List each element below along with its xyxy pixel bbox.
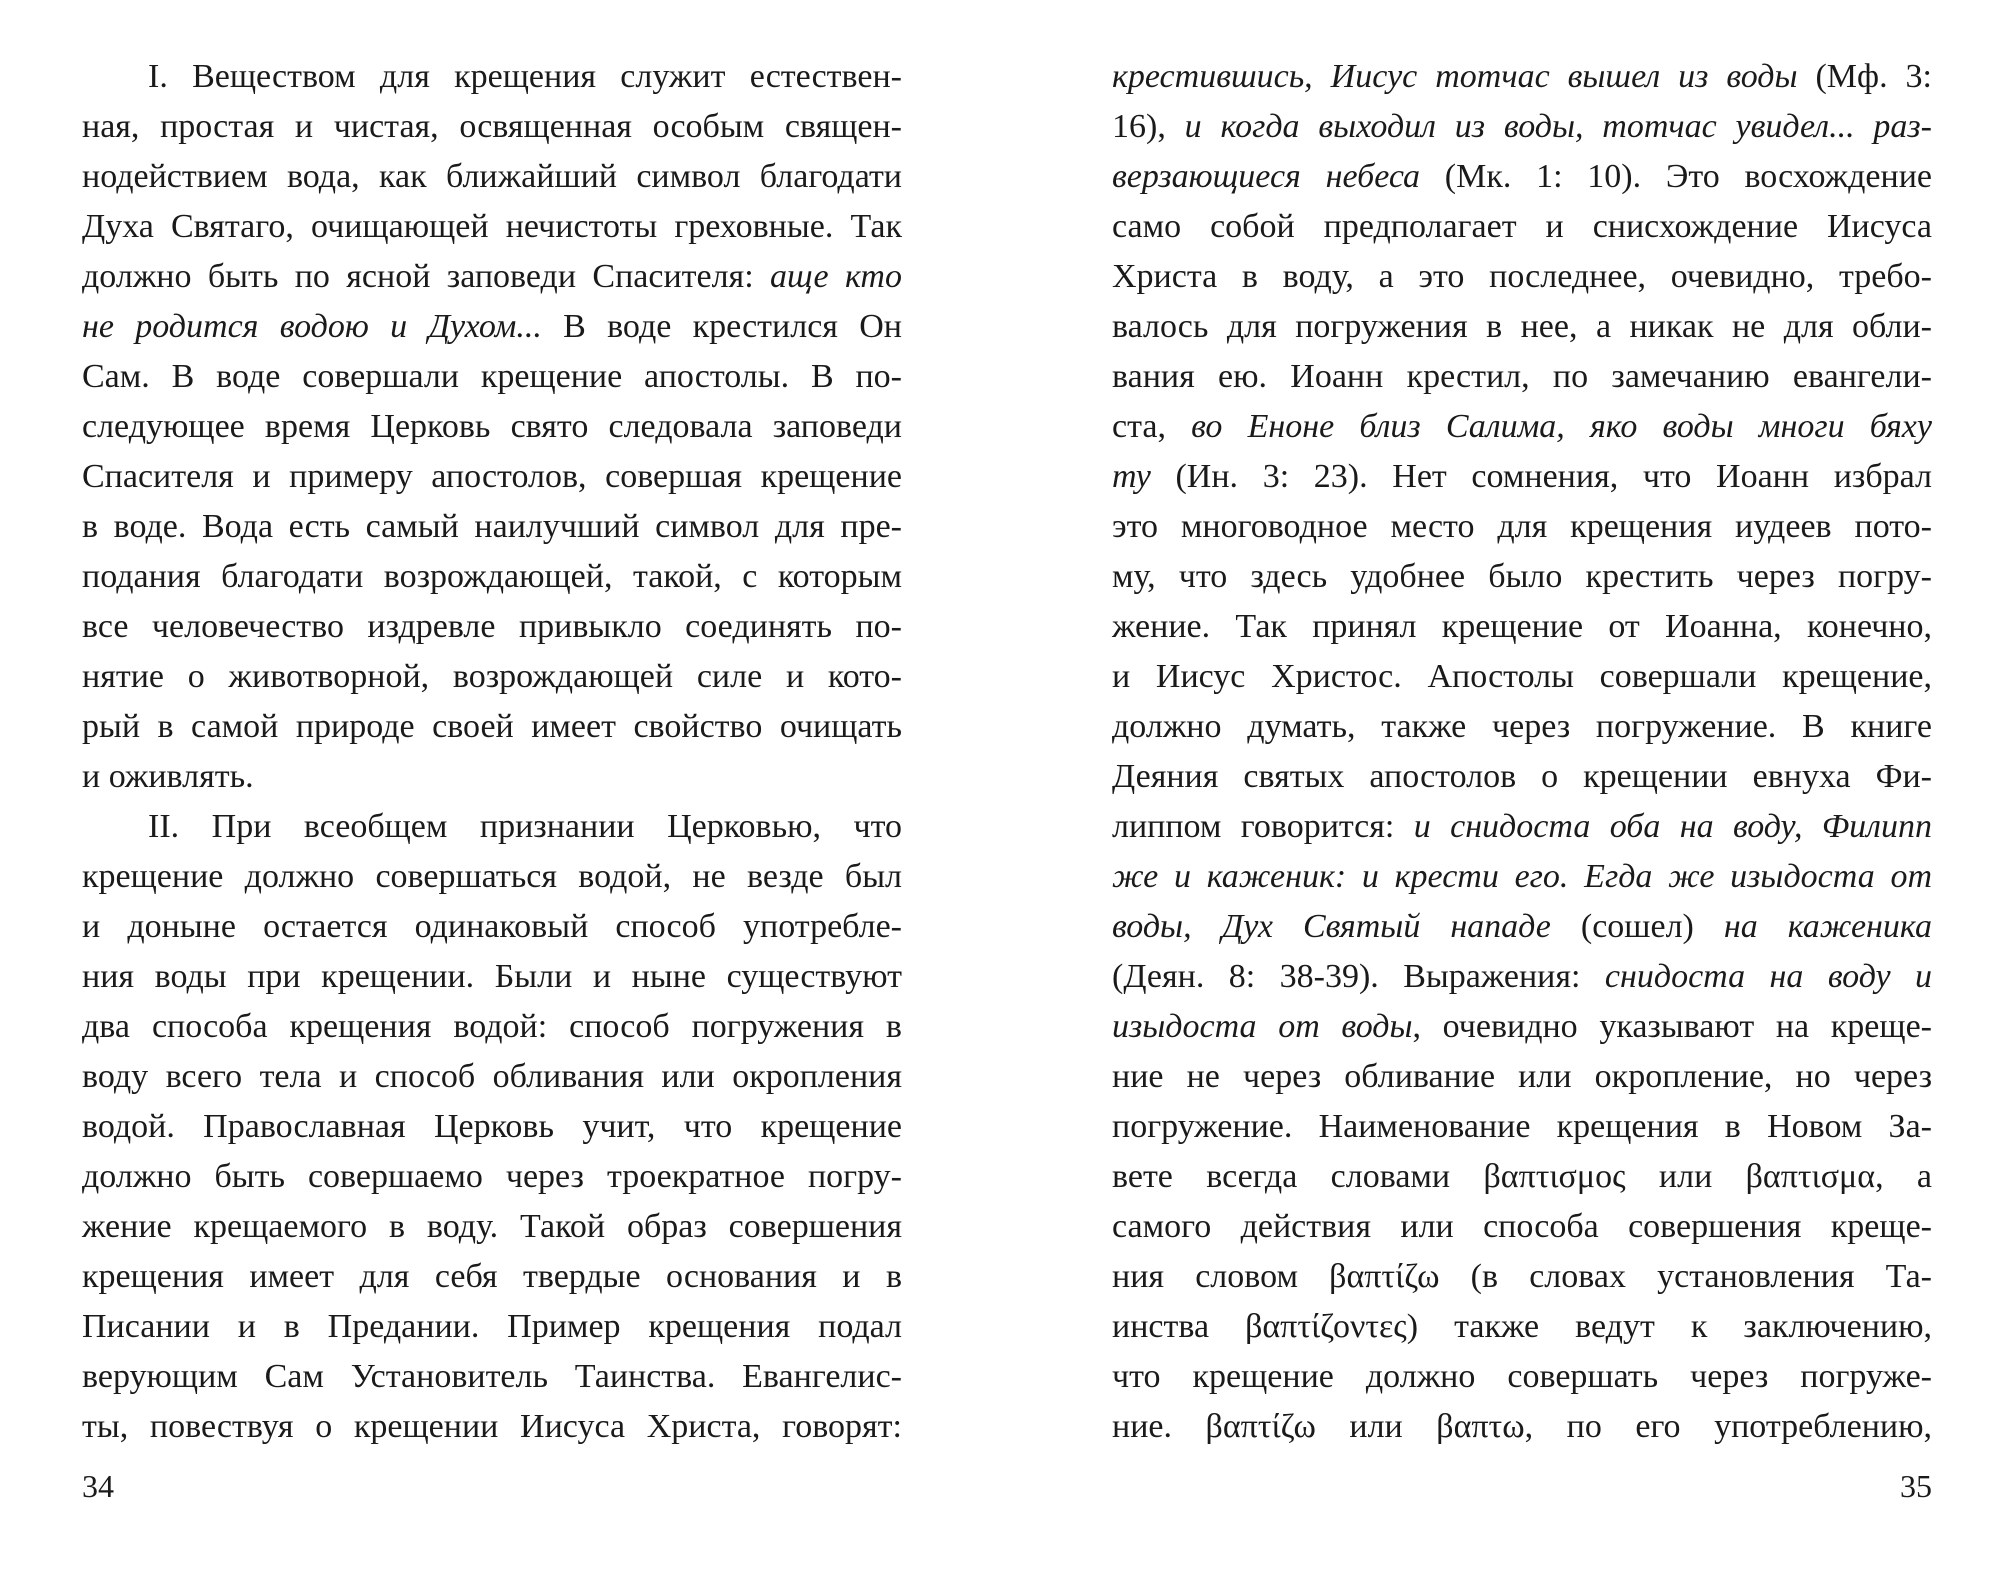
text-span: должно быть по ясной заповеди Спасителя: — [82, 258, 771, 295]
text-span: В воде крестился Он — [541, 308, 902, 345]
text-line: водой. Православная Церковь учит, что крещение — [82, 1108, 902, 1145]
text-line: верующим Сам Установитель Таинства. Евангелис- — [82, 1358, 902, 1395]
text-line: подания благодати возрождающей, такой, с которым — [82, 558, 902, 595]
text-span: (Мк. 1: 10). Это восхождение — [1420, 158, 1933, 195]
italic-quote: ту — [1112, 458, 1151, 495]
text-line: что крещение должно совершать через погруже- — [1112, 1358, 1932, 1395]
text-line: воду всего тела и способ обливания или окропления — [82, 1058, 902, 1095]
text-line — [82, 302, 902, 352]
italic-quote: и снидоста оба на воду, Филипп — [1413, 808, 1932, 845]
text-line: ние не через обливание или окропление, но через — [1112, 1058, 1932, 1095]
text-line — [82, 252, 902, 302]
text-span: ста, — [1112, 408, 1192, 445]
text-line: крещения имеет для себя твердые основания и в — [82, 1258, 902, 1295]
text-line: Деяния святых апостолов о крещении евнуха Фи- — [1112, 758, 1932, 795]
text-span: (сошел) — [1550, 908, 1724, 945]
text-line — [1112, 52, 1932, 102]
text-line: должно быть совершаемо через троекратное погру- — [82, 1158, 902, 1195]
text-line: ния воды при крещении. Были и ныне существуют — [82, 958, 902, 995]
text-line: ние. βαπτίζω или βαπτω, по его употреблению, — [1112, 1408, 1932, 1445]
text-span: (Мф. 3: — [1797, 58, 1932, 95]
page-number: 35 — [1900, 1468, 1932, 1504]
text-line: жение. Так принял крещение от Иоанна, конечно, — [1112, 608, 1932, 645]
text-line: II. При всеобщем признании Церковью, что — [148, 808, 902, 845]
text-line: Христа в воду, а это последнее, очевидно, требо- — [1112, 258, 1932, 295]
text-line — [1112, 1002, 1932, 1052]
text-line: и Иисус Христос. Апостолы совершали крещение, — [1112, 658, 1932, 695]
text-line — [1112, 952, 1932, 1002]
text-line — [1112, 402, 1932, 452]
text-line: самого действия или способа совершения креще- — [1112, 1208, 1932, 1245]
italic-quote: же и каженик: и крести его. Егда же изыдоста от — [1112, 858, 1932, 895]
text-line: Сам. В воде совершали крещение апостолы. В по- — [82, 358, 902, 395]
text-line — [1112, 102, 1932, 152]
text-line: вания ею. Иоанн крестил, по замечанию евангели- — [1112, 358, 1932, 395]
text-line: все человечество издревле привыкло соединять по- — [82, 608, 902, 645]
text-line: Спасителя и примеру апостолов, совершая крещение — [82, 458, 902, 495]
text-line — [1112, 452, 1932, 502]
text-line: инства βαπτίζοντες) также ведут к заключению, — [1112, 1308, 1932, 1345]
text-line: валось для погружения в нее, а никак не для обли- — [1112, 308, 1932, 345]
text-span: (Деян. 8: 38-39). Выражения: — [1112, 958, 1605, 995]
text-line — [1112, 802, 1932, 852]
italic-quote: не родится водою и Духом... — [82, 308, 542, 345]
text-span: 16), — [1112, 108, 1185, 145]
text-line: рый в самой природе своей имеет свойство очищать — [82, 708, 902, 745]
text-span: липпом говорится: — [1112, 808, 1414, 845]
text-line: должно думать, также через погружение. В книге — [1112, 708, 1932, 745]
text-line: Писании и в Предании. Пример крещения подал — [82, 1308, 902, 1345]
italic-quote: и когда выходил из воды, тотчас увидел... раз- — [1184, 108, 1932, 145]
text-line: I. Веществом для крещения служит естествен- — [148, 58, 902, 95]
paragraph-1 — [82, 52, 902, 802]
italic-quote: воды, Дух Святый нападе — [1112, 908, 1551, 945]
text-line: ния словом βαπτίζω (в словах установления Та- — [1112, 1258, 1932, 1295]
text-line: жение крещаемого в воду. Такой образ совершения — [82, 1208, 902, 1245]
text-line: му, что здесь удобнее было крестить через погру- — [1112, 558, 1932, 595]
text-line: нодействием вода, как ближайший символ благодати — [82, 158, 902, 195]
italic-quote: изыдоста от воды — [1112, 1008, 1413, 1045]
text-line: ная, простая и чистая, освященная особым священ- — [82, 108, 902, 145]
right-page-text — [1112, 52, 1932, 1452]
text-line: нятие о животворной, возрождающей силе и кото- — [82, 658, 902, 695]
text-line: следующее время Церковь свято следовала заповеди — [82, 408, 902, 445]
text-line — [1112, 902, 1932, 952]
text-line: погружение. Наименование крещения в Новом За- — [1112, 1108, 1932, 1145]
page-number: 34 — [82, 1468, 114, 1504]
text-line: крещение должно совершаться водой, не везде был — [82, 858, 902, 895]
italic-quote: аще кто — [770, 258, 902, 295]
left-page — [82, 52, 902, 1502]
text-line: и оживлять. — [82, 758, 254, 795]
text-line — [1112, 852, 1932, 902]
text-line: Духа Святаго, очищающей нечистоты греховные. Так — [82, 208, 902, 245]
italic-quote: крестившись, Иисус тотчас вышел из воды — [1112, 58, 1798, 95]
text-span: , очевидно указывают на креще- — [1412, 1008, 1932, 1045]
text-line: вете всегда словами βαπτισμος или βαπτισμα, а — [1112, 1158, 1932, 1195]
italic-quote: во Еноне близ Салима, яко воды многи бяху — [1191, 408, 1932, 445]
text-line: и доныне остается одинаковый способ употребле- — [82, 908, 902, 945]
italic-quote: верзающиеся небеса — [1112, 158, 1421, 195]
text-line: два способа крещения водой: способ погружения в — [82, 1008, 902, 1045]
text-line: ты, повествуя о крещении Иисуса Христа, говорят: — [82, 1408, 902, 1445]
text-span: (Ин. 3: 23). Нет сомнения, что Иоанн избрал — [1150, 458, 1932, 495]
text-line — [1112, 152, 1932, 202]
text-line: в воде. Вода есть самый наилучший символ для пре- — [82, 508, 902, 545]
text-line: это многоводное место для крещения иудеев пото- — [1112, 508, 1932, 545]
right-page — [1112, 52, 1932, 1502]
italic-quote: снидоста на воду и — [1604, 958, 1932, 995]
text-line: само собой предполагает и снисхождение Иисуса — [1112, 208, 1932, 245]
paragraph-2 — [82, 802, 902, 1452]
italic-quote: на каженика — [1723, 908, 1932, 945]
